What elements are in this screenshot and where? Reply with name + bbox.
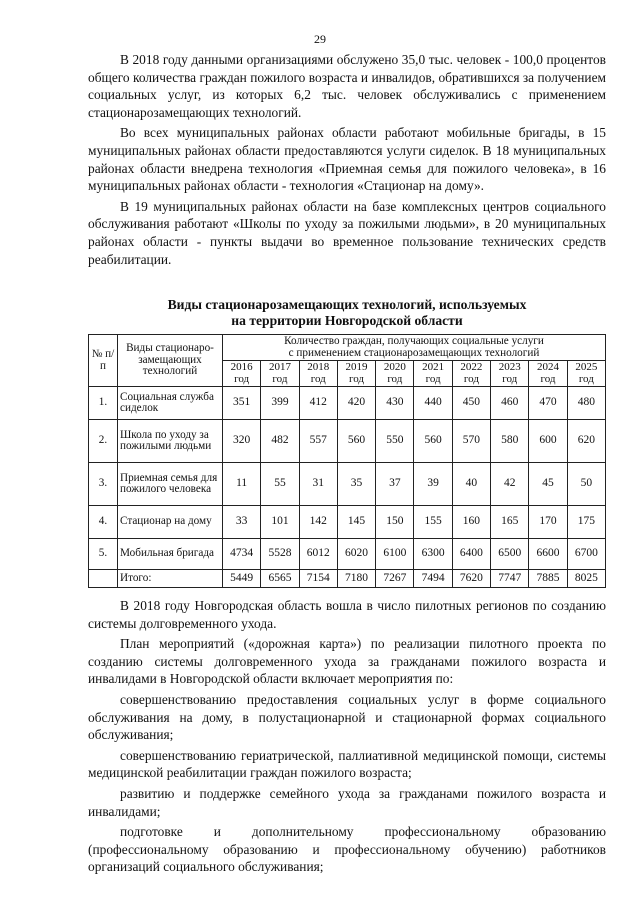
paragraph: Во всех муниципальных районах области работают мобильные бригады, в 15 муниципальных районах области предоставляются услуги сиделок. В 18 муниципальных районах области внедрена технология «Приемная семья для пожилого человека», в 16 муниципальных районах области - технология «Стационар на дому». <box>88 125 606 194</box>
year-suffix: год <box>425 372 441 385</box>
year-suffix: год <box>349 372 365 385</box>
table-cell: 480 <box>567 387 605 420</box>
list-item: развитию и поддержке семейного ухода за гражданами пожилого возраста и инвалидами; <box>88 785 606 819</box>
table-cell: 39 <box>414 463 452 506</box>
header-year <box>452 361 490 387</box>
table-cell: 557 <box>299 420 337 463</box>
year-suffix: год <box>502 372 518 385</box>
table-cell: 450 <box>452 387 490 420</box>
table-cell: 5528 <box>261 539 299 570</box>
header-year <box>261 361 299 387</box>
table-cell: 6700 <box>567 539 605 570</box>
table-cell: 6500 <box>491 539 529 570</box>
total-cell: 6565 <box>261 570 299 588</box>
table-cell: 600 <box>529 420 567 463</box>
header-year <box>491 361 529 387</box>
table-cell: 440 <box>414 387 452 420</box>
row-number: 3. <box>89 463 118 506</box>
page-number: 29 <box>314 32 326 46</box>
table-cell: 6400 <box>452 539 490 570</box>
table-cell: 482 <box>261 420 299 463</box>
paragraph: В 2018 году данными организациями обслужено 35,0 тыс. человек - 100,0 процентов общего количества граждан пожилого возраста и инвалидов, обратившихся за получением социальных услуг, из которых 6,2 тыс. человек обслуживались с применением стационарозамещающих технологий. <box>88 52 606 120</box>
table-cell: 570 <box>452 420 490 463</box>
table-cell: 560 <box>337 420 375 463</box>
total-cell: 7885 <box>529 570 567 588</box>
row-number: 5. <box>89 539 118 570</box>
header-year <box>529 361 567 387</box>
row-type: Школа по уходу за пожилыми людьми <box>118 420 223 463</box>
table-cell: 42 <box>491 463 529 506</box>
row-type: Стационар на дому <box>118 506 223 539</box>
header-group-line: Количество граждан, получающих социальные услуги <box>284 335 544 347</box>
table-cell: 165 <box>491 506 529 539</box>
table-title-line: Виды стационарозамещающих технологий, используемых <box>167 297 527 312</box>
table-cell: 580 <box>491 420 529 463</box>
year-suffix: год <box>578 372 594 385</box>
table-cell: 620 <box>567 420 605 463</box>
header-group-line: с применением стационарозамещающих технологий <box>288 346 540 359</box>
table-cell: 399 <box>261 387 299 420</box>
paragraph: В 2018 году Новгородская область вошла в число пилотных регионов по созданию системы долговременного ухода. <box>88 598 606 631</box>
total-cell: 5449 <box>223 570 261 588</box>
table-title <box>88 297 606 329</box>
total-label: Итого: <box>118 570 223 588</box>
table-row <box>89 539 606 570</box>
total-cell: 7747 <box>491 570 529 588</box>
table-cell: 11 <box>223 463 261 506</box>
table-cell: 45 <box>529 463 567 506</box>
row-number: 2. <box>89 420 118 463</box>
table-cell: 430 <box>376 387 414 420</box>
table-cell: 31 <box>299 463 337 506</box>
list-item: совершенствованию предоставления социальных услуг в форме социального обслуживания на дому, в полустационарной и стационарной формах социального обслуживания; <box>88 691 606 743</box>
table-body <box>89 387 606 588</box>
outro-text <box>88 597 606 879</box>
year-number: 2017 <box>268 361 291 373</box>
year-suffix: год <box>234 372 250 385</box>
year-number: 2025 <box>575 361 598 373</box>
list-item: подготовке и дополнительному профессиональному образованию (профессиональному образованию и профессиональному обучению) работников организаций социального обслуживания; <box>88 824 606 875</box>
table-cell: 470 <box>529 387 567 420</box>
table-cell: 37 <box>376 463 414 506</box>
header-year <box>299 361 337 387</box>
year-number: 2018 <box>307 361 330 373</box>
total-row <box>89 570 606 588</box>
table-cell: 560 <box>414 420 452 463</box>
table-row <box>89 387 606 420</box>
table-cell: 55 <box>261 463 299 506</box>
list-item: совершенствованию гериатрической, паллиативной медицинской помощи, системы медицинской реабилитации граждан пожилого возраста; <box>88 747 606 781</box>
table-row <box>89 420 606 463</box>
total-empty-cell <box>89 570 118 588</box>
total-cell: 7267 <box>376 570 414 588</box>
year-suffix: год <box>540 372 556 385</box>
table-cell: 101 <box>261 506 299 539</box>
table-cell: 150 <box>376 506 414 539</box>
header-year <box>567 361 605 387</box>
header-year <box>376 361 414 387</box>
table-cell: 50 <box>567 463 605 506</box>
paragraph: План мероприятий («дорожная карта») по реализации пилотного проекта по созданию системы долговременного ухода за гражданами пожилого возраста и инвалидами в Новгородской области включает мероприятия по: <box>88 636 606 687</box>
row-type: Социальная служба сиделок <box>118 387 223 420</box>
total-cell: 7620 <box>452 570 490 588</box>
table-title-line: на территории Новгородской области <box>231 313 463 328</box>
table-cell: 6020 <box>337 539 375 570</box>
row-number: 1. <box>89 387 118 420</box>
table-cell: 6012 <box>299 539 337 570</box>
table-cell: 40 <box>452 463 490 506</box>
header-year <box>223 361 261 387</box>
table-cell: 412 <box>299 387 337 420</box>
table-cell: 6100 <box>376 539 414 570</box>
header-number: № п/п <box>89 335 118 387</box>
year-number: 2022 <box>460 361 483 373</box>
header-year <box>337 361 375 387</box>
year-suffix: год <box>272 372 288 385</box>
header-type: Виды стационаро-замещающих технологий <box>118 335 223 387</box>
table-cell: 420 <box>337 387 375 420</box>
table-cell: 550 <box>376 420 414 463</box>
table-cell: 460 <box>491 387 529 420</box>
table-cell: 4734 <box>223 539 261 570</box>
row-type: Приемная семья для пожилого человека <box>118 463 223 506</box>
table-cell: 142 <box>299 506 337 539</box>
table-cell: 155 <box>414 506 452 539</box>
year-number: 2020 <box>383 361 406 373</box>
intro-text <box>88 51 606 271</box>
table-cell: 6300 <box>414 539 452 570</box>
table-cell: 320 <box>223 420 261 463</box>
year-number: 2024 <box>537 361 560 373</box>
total-cell: 7494 <box>414 570 452 588</box>
year-number: 2023 <box>498 361 521 373</box>
table-row <box>89 463 606 506</box>
table-cell: 351 <box>223 387 261 420</box>
total-cell: 8025 <box>567 570 605 588</box>
table-cell: 35 <box>337 463 375 506</box>
total-cell: 7154 <box>299 570 337 588</box>
total-cell: 7180 <box>337 570 375 588</box>
year-suffix: год <box>310 372 326 385</box>
table-cell: 6600 <box>529 539 567 570</box>
row-type: Мобильная бригада <box>118 539 223 570</box>
row-number: 4. <box>89 506 118 539</box>
year-number: 2021 <box>422 361 445 373</box>
year-suffix: год <box>463 372 479 385</box>
table-cell: 175 <box>567 506 605 539</box>
table-cell: 160 <box>452 506 490 539</box>
year-suffix: год <box>387 372 403 385</box>
header-group <box>223 335 606 361</box>
year-number: 2019 <box>345 361 368 373</box>
data-table <box>88 334 606 588</box>
header-year <box>414 361 452 387</box>
table-cell: 145 <box>337 506 375 539</box>
table-cell: 33 <box>223 506 261 539</box>
table-cell: 170 <box>529 506 567 539</box>
paragraph: В 19 муниципальных районах области на базе комплексных центров социального обслуживания работают «Школы по уходу за пожилыми людьми», в 20 муниципальных районах области - пункты выдачи во временное пользование технических средств реабилитации. <box>88 198 606 267</box>
table-row <box>89 506 606 539</box>
year-number: 2016 <box>230 361 253 373</box>
